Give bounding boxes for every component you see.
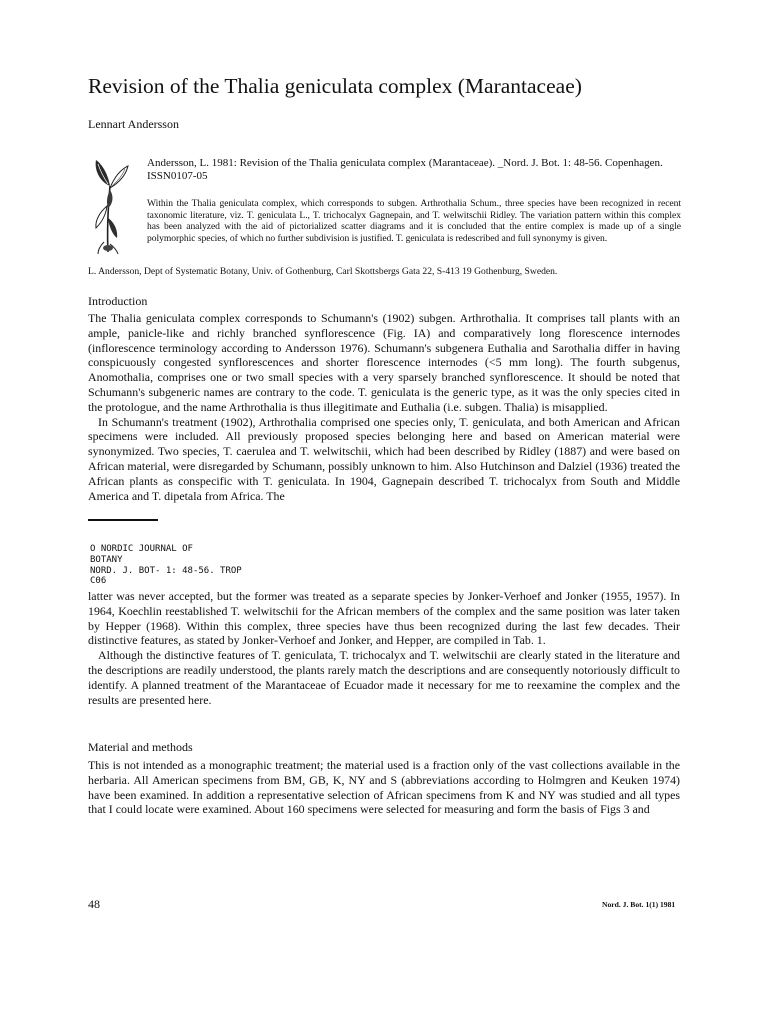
page-number: 48 — [88, 897, 100, 911]
thalia-flower-icon — [86, 156, 132, 256]
journal-info-line: NORD. J. BOT- 1: 48-56. TROP — [90, 565, 242, 576]
introduction-body — [88, 311, 680, 517]
methods-heading: Material and methods — [88, 740, 193, 754]
author-name: Lennart Andersson — [88, 117, 179, 131]
journal-info-line: O NORDIC JOURNAL OF — [90, 544, 193, 554]
journal-info-line: BOTANY — [90, 554, 123, 565]
paragraph: Although the distinctive features of T. geniculata, T. trichocalyx and T. welwitschii are clearly stated in the literature and the descriptions are readily understood, the plants rarely match the descriptions and are consequently notoriously difficult to identify. A planned treatment of the Marantaceae of Ecuador made it necessary for me to reexamine the complex and the results are presented here. — [88, 648, 680, 707]
paragraph: In Schumann's treatment (1902), Arthrothalia comprised one species only, T. geniculata, and both American and African specimens were included. All previously proposed species belonging here and based on American material were synonymized. Two species, T. caerulea and T. welwitschii, which had been described by Ridley (1887) and were based on African material, were disregarded by Schumann, possibly unknown to him. Also Hutchinson and Dalziel (1936) treated the African plants as conspecific with T. geniculata. In 1904, Gagnepain described T. trichocalyx from South and Middle America and T. dipetala from Africa. The — [88, 414, 680, 503]
citation: Andersson, L. 1981: Revision of the Thalia geniculata complex (Marantaceae). _Nord. J. Bot. 1: 48-56. Copenhagen. ISSN0107-05 — [147, 157, 663, 182]
journal-reference: Nord. J. Bot. 1(1) 1981 — [602, 900, 676, 909]
methods-body — [88, 758, 680, 817]
paragraph: The Thalia geniculata complex corresponds to Schumann's (1902) subgen. Arthrothalia. It comprises tall plants with an ample, panicle-like and richly branched synflorescence (Fig. IA) and comparatively long florescence internodes (inflorescence terminology according to Andersson 1976). Schumann's subgenera Euthalia and Sarothalia differ in having conspicuously congested synflorescences and shorter florescence internodes (<5 mm long). The fourth subgenus, Anomothalia, comprises one or two small species with a very sparsely branched synflorescence. It should be noted that Schumann's subgeneric names are contrary to the code. T. geniculata is the generic type, as it was the only species cited in the protologue, and the name Arthrothalia is thus illegitimate and Euthalia (i.e. subgen. Thalia) is misapplied. — [88, 311, 680, 414]
introduction-continued — [88, 589, 680, 707]
article-title: Revision of the Thalia geniculata complex (Marantaceae) — [88, 74, 582, 98]
journal-info-line: C06 — [90, 576, 107, 587]
journal-info-box — [90, 544, 290, 587]
footnote-rule — [88, 519, 158, 521]
abstract: Within the Thalia geniculata complex, which corresponds to subgen. Arthrothalia Schum., three species have been recognized in recent taxonomic literature, viz. T. geniculata L., T. trichocalyx Gagnepain, and T. welwitschii Ridley. The variation pattern within this complex has been analyzed with the aid of pictorialized scatter diagrams and it is concluded that the entire complex is made up of a single polymorphic species, of which no further subdivision is justified. T. geniculata is redescribed and full synonymy is given. — [147, 198, 681, 245]
introduction-heading: Introduction — [88, 294, 148, 308]
author-affiliation: L. Andersson, Dept of Systematic Botany, Univ. of Gothenburg, Carl Skottsbergs Gata 22, S-413 19 Gothenburg, Sweden. — [88, 266, 558, 277]
paragraph: latter was never accepted, but the former was treated as a separate species by Jonker-Verhoef and Jonker (1955, 1957). In 1964, Koechlin reestablished T. welwitschii for the African members of the complex and the same position was later taken by Hepper (1968). Within this complex, three species have thus been recognized during the last few decades. Their distinctive features, as stated by Jonker-Verhoef and Jonker, and Hepper, are compiled in Tab. 1. — [88, 589, 680, 648]
paragraph: This is not intended as a monographic treatment; the material used is a fraction only of the vast collections available in the herbaria. All American specimens from BM, GB, K, NY and S (abbreviations according to Holmgren and Keuken 1974) have been examined. In addition a representative selection of African specimens from K and NY was studied and all types that I could locate were examined. About 160 specimens were selected for measuring and form the basis of Figs 3 and — [88, 758, 680, 817]
